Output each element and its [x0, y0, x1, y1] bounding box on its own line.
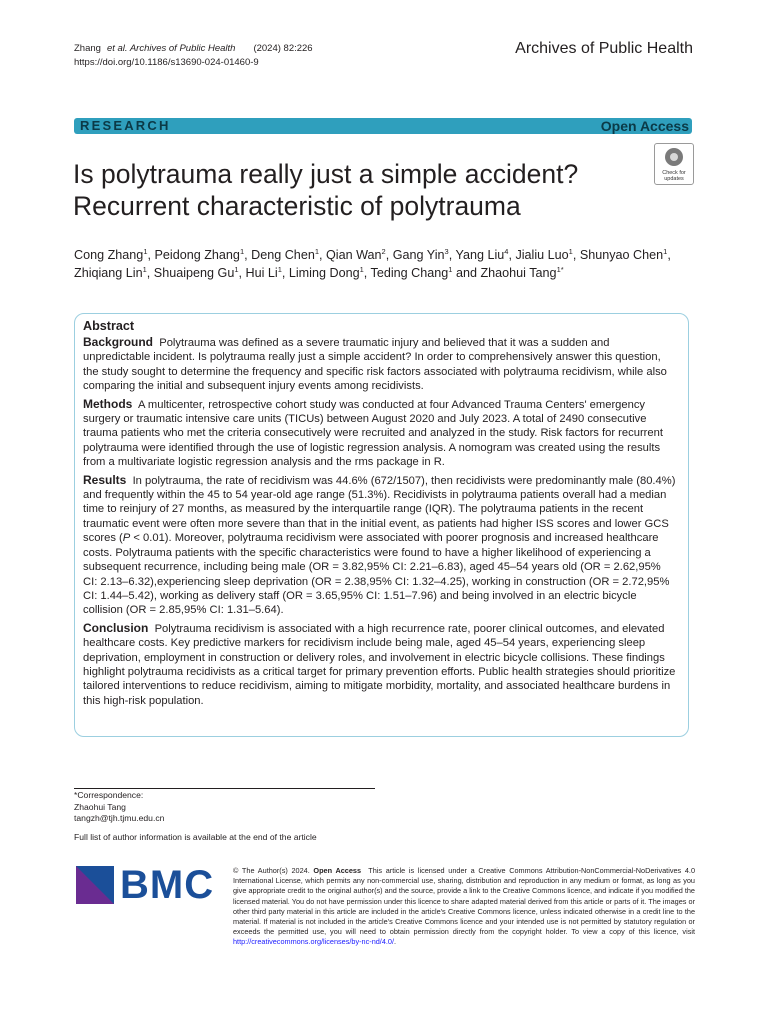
correspondence-block: [74, 790, 164, 825]
author-name: Shuaipeng Gu: [153, 266, 235, 280]
author-name: Gang Yin: [392, 248, 445, 262]
author-name: Qian Wan: [326, 248, 382, 262]
section-label: RESEARCH: [80, 118, 171, 133]
abstract-box: [74, 313, 689, 737]
author-affiliation: 2: [381, 246, 386, 256]
author-name: Cong Zhang: [74, 248, 144, 262]
author-affiliation: 1: [143, 246, 148, 256]
author-name: Hui Li: [245, 266, 278, 280]
citation-journal: et al. Archives of Public Health: [106, 43, 236, 54]
doi-link[interactable]: https://doi.org/10.1186/s13690-024-01460-9: [74, 57, 259, 68]
author-affiliation: 1: [663, 246, 668, 256]
results-text-a: In polytrauma, the rate of recidivism was 44.6% (672/1507), then recidivists were predominantly male (80.4%) and frequently within the 45 to 54 year-old age range (51.3%). Recidivists in polytrauma patients overall had a median time to reinjury of 27 months, as measured by the interquartile range (IQR). The polytrauma patients in the recent traumatic event were often more severe than that in the initial event, as patients had higher ISS scores and lower GCS scores (: [83, 474, 676, 545]
running-header-citation: [74, 42, 319, 70]
author-list: [74, 246, 694, 282]
background-text: Polytrauma was defined as a severe traumatic injury and believed that it was a sudden and unpredictable incident. Is polytrauma really just a simple accident? In order to comprehensively answer this question, the study sought to determine the frequency and specific risk factors associated with polytrauma recidivism, while also comparing the initial and subsequent injury events among recidivists.: [83, 337, 667, 393]
open-access-label: Open Access: [600, 118, 689, 134]
author-info-note: Full list of author information is available at the end of the article: [74, 832, 317, 842]
bmc-logo-icon: [76, 866, 114, 904]
title-line-1: Is polytrauma really just a simple accident?: [73, 159, 579, 189]
author-name: Peidong Zhang: [154, 248, 240, 262]
author-affiliation: 1: [277, 264, 282, 274]
background-label: Background: [83, 335, 154, 349]
license-copyright: © The Author(s) 2024.: [233, 866, 310, 875]
bmc-logo-text: BMC: [120, 863, 215, 907]
abstract-conclusion: [83, 621, 678, 708]
results-text-b: < 0.01). Moreover, polytrauma recidivism were associated with poorer prognosis and increased healthcare costs. Polytrauma patients with the specific characteristics were found to have a higher likelihood of experiencing a subsequent recurrence, including being male (OR = 3.82,95% CI: 2.21–6.83), aged 45–54 years old (OR = 2.62,95% CI: 2.13–6.32),experiencing sleep deprivation (OR = 2.38,95% CI: 1.32–4.25), working in construction (OR = 2.72,95% CI: 1.44–5.42), working as delivery staff (OR = 3.65,95% CI: 1.51–7.96) and being involved in an electric bicycle collision (OR = 2.85,95% CI: 1.31–5.64).: [83, 532, 670, 617]
author-affiliation: 3: [444, 246, 449, 256]
author-name: Deng Chen: [251, 248, 315, 262]
license-link[interactable]: http://creativecommons.org/licenses/by-nc-nd/4.0/: [233, 937, 395, 947]
conclusion-text: Polytrauma recidivism is associated with a high recurrence rate, poorer clinical outcomes, and elevated healthcare costs. Key predictive markers for recidivism include being male, aged 45–54 years, experiencing sleep deprivation, employment in construction or delivery roles, and involvement in electric bicycle collisions. These findings highlight polytrauma recidivists as a critical target for primary prevention efforts. Public health strategies should prioritize tailored interventions to reduce recidivism, aiming to mitigate morbidity, mortality, and associated healthcare burdens in this high-risk population.: [83, 622, 676, 707]
abstract-results: [83, 473, 678, 618]
author-affiliation: 1*: [556, 264, 564, 274]
badge-line-1: Check for: [662, 170, 686, 176]
badge-line-2: updates: [664, 176, 684, 182]
license-suffix: .: [394, 937, 397, 947]
check-for-updates-badge[interactable]: [654, 143, 694, 185]
author-name: Jialiu Luo: [515, 248, 569, 262]
author-affiliation: 1: [448, 264, 453, 274]
author-affiliation: 1: [234, 264, 239, 274]
citation-authors: Zhang: [74, 43, 101, 54]
license-open-access: Open Access: [313, 866, 362, 875]
section-band: [74, 118, 692, 134]
correspondence-name: Zhaohui Tang: [74, 801, 126, 812]
correspondence-label: *Correspondence:: [74, 790, 144, 800]
abstract-background: [83, 335, 678, 394]
author-affiliation: 1: [142, 264, 147, 274]
author-affiliation: 4: [504, 246, 509, 256]
author-line-2: Zhiqiang Lin$^1$, Shuaipeng Gu$^1$, Hui Li$^1$, Liming Dong$^1$, Teding Chang$^1$ and Zhaohui Tang$^{1*}$: [74, 264, 564, 280]
author-affiliation: 1: [239, 246, 245, 256]
correspondence-email[interactable]: tangzh@tjh.tjmu.edu.cn: [74, 813, 165, 823]
author-name: Teding Chang: [370, 266, 449, 280]
license-text: [233, 866, 695, 948]
citation-year-volume: (2024) 82:226: [253, 43, 313, 54]
footnote-rule: [74, 788, 375, 789]
author-affiliation: 1: [568, 246, 573, 256]
author-name: Yang Liu: [455, 248, 505, 262]
author-affiliation: 1: [314, 246, 319, 256]
author-joiner: and: [452, 266, 481, 280]
abstract-heading: Abstract: [83, 319, 135, 333]
author-affiliation: 1: [359, 264, 364, 274]
abstract-methods: [83, 397, 678, 470]
journal-name: Archives of Public Health: [515, 40, 693, 57]
results-label: Results: [83, 472, 127, 487]
bmc-logo[interactable]: [76, 863, 216, 907]
author-name: Shunyao Chen: [579, 248, 664, 262]
license-body: This article is licensed under a Creative Commons Attribution-NonCommercial-NoDerivatives 4.0 International License, which permits any non-commercial use, sharing, distribution and reproduction in any medium or format, as long as you give appropriate credit to the original author(s) and the source, provide a link to the Creative Commons licence, and indicate if you modified the licensed material. You do not have permission under this licence to share adapted material derived from this article or parts of it. The images or other third party material in this article are included in the article's Creative Commons licence, unless indicated otherwise in a credit line to the material. If material is not included in the article's Creative Commons licence and your intended use is not permitted by statutory regulation or exceeds the permitted use, you will need to obtain permission directly from the copyright holder. To view a copy of this licence, visit: [233, 866, 696, 937]
author-name: Zhaohui Tang: [480, 266, 557, 280]
check-updates-icon: [665, 148, 683, 166]
article-title: [73, 158, 633, 222]
methods-text: A multicenter, retrospective cohort study was conducted at four Advanced Trauma Centers' emergency surgery or traumatic intensive care units (TICUs) between August 2020 and July 2023. A total of 2490 consecutive trauma patients who met the criteria consecutively were recruited and analyzed in the study. Risk factors for recurrent polytrauma were identified through the use of logistic regression analysis. A nomogram was created using the results from a multivariate logistic regression analysis and the rms package in R.: [83, 398, 663, 469]
methods-label: Methods: [83, 396, 133, 411]
results-p-value-symbol: P: [122, 532, 131, 545]
title-line-2: Recurrent characteristic of polytrauma: [73, 191, 521, 221]
author-name: Zhiqiang Lin: [74, 266, 143, 280]
author-line-1: Cong Zhang$^1$, Peidong Zhang$^1$, Deng Chen$^1$, Qian Wan$^2$, Gang Yin$^3$, Yang Liu$^4$, Jialiu Luo$^1$, Shunyao Chen$^1$,: [74, 246, 671, 262]
author-name: Liming Dong: [288, 266, 360, 280]
conclusion-label: Conclusion: [83, 620, 149, 635]
